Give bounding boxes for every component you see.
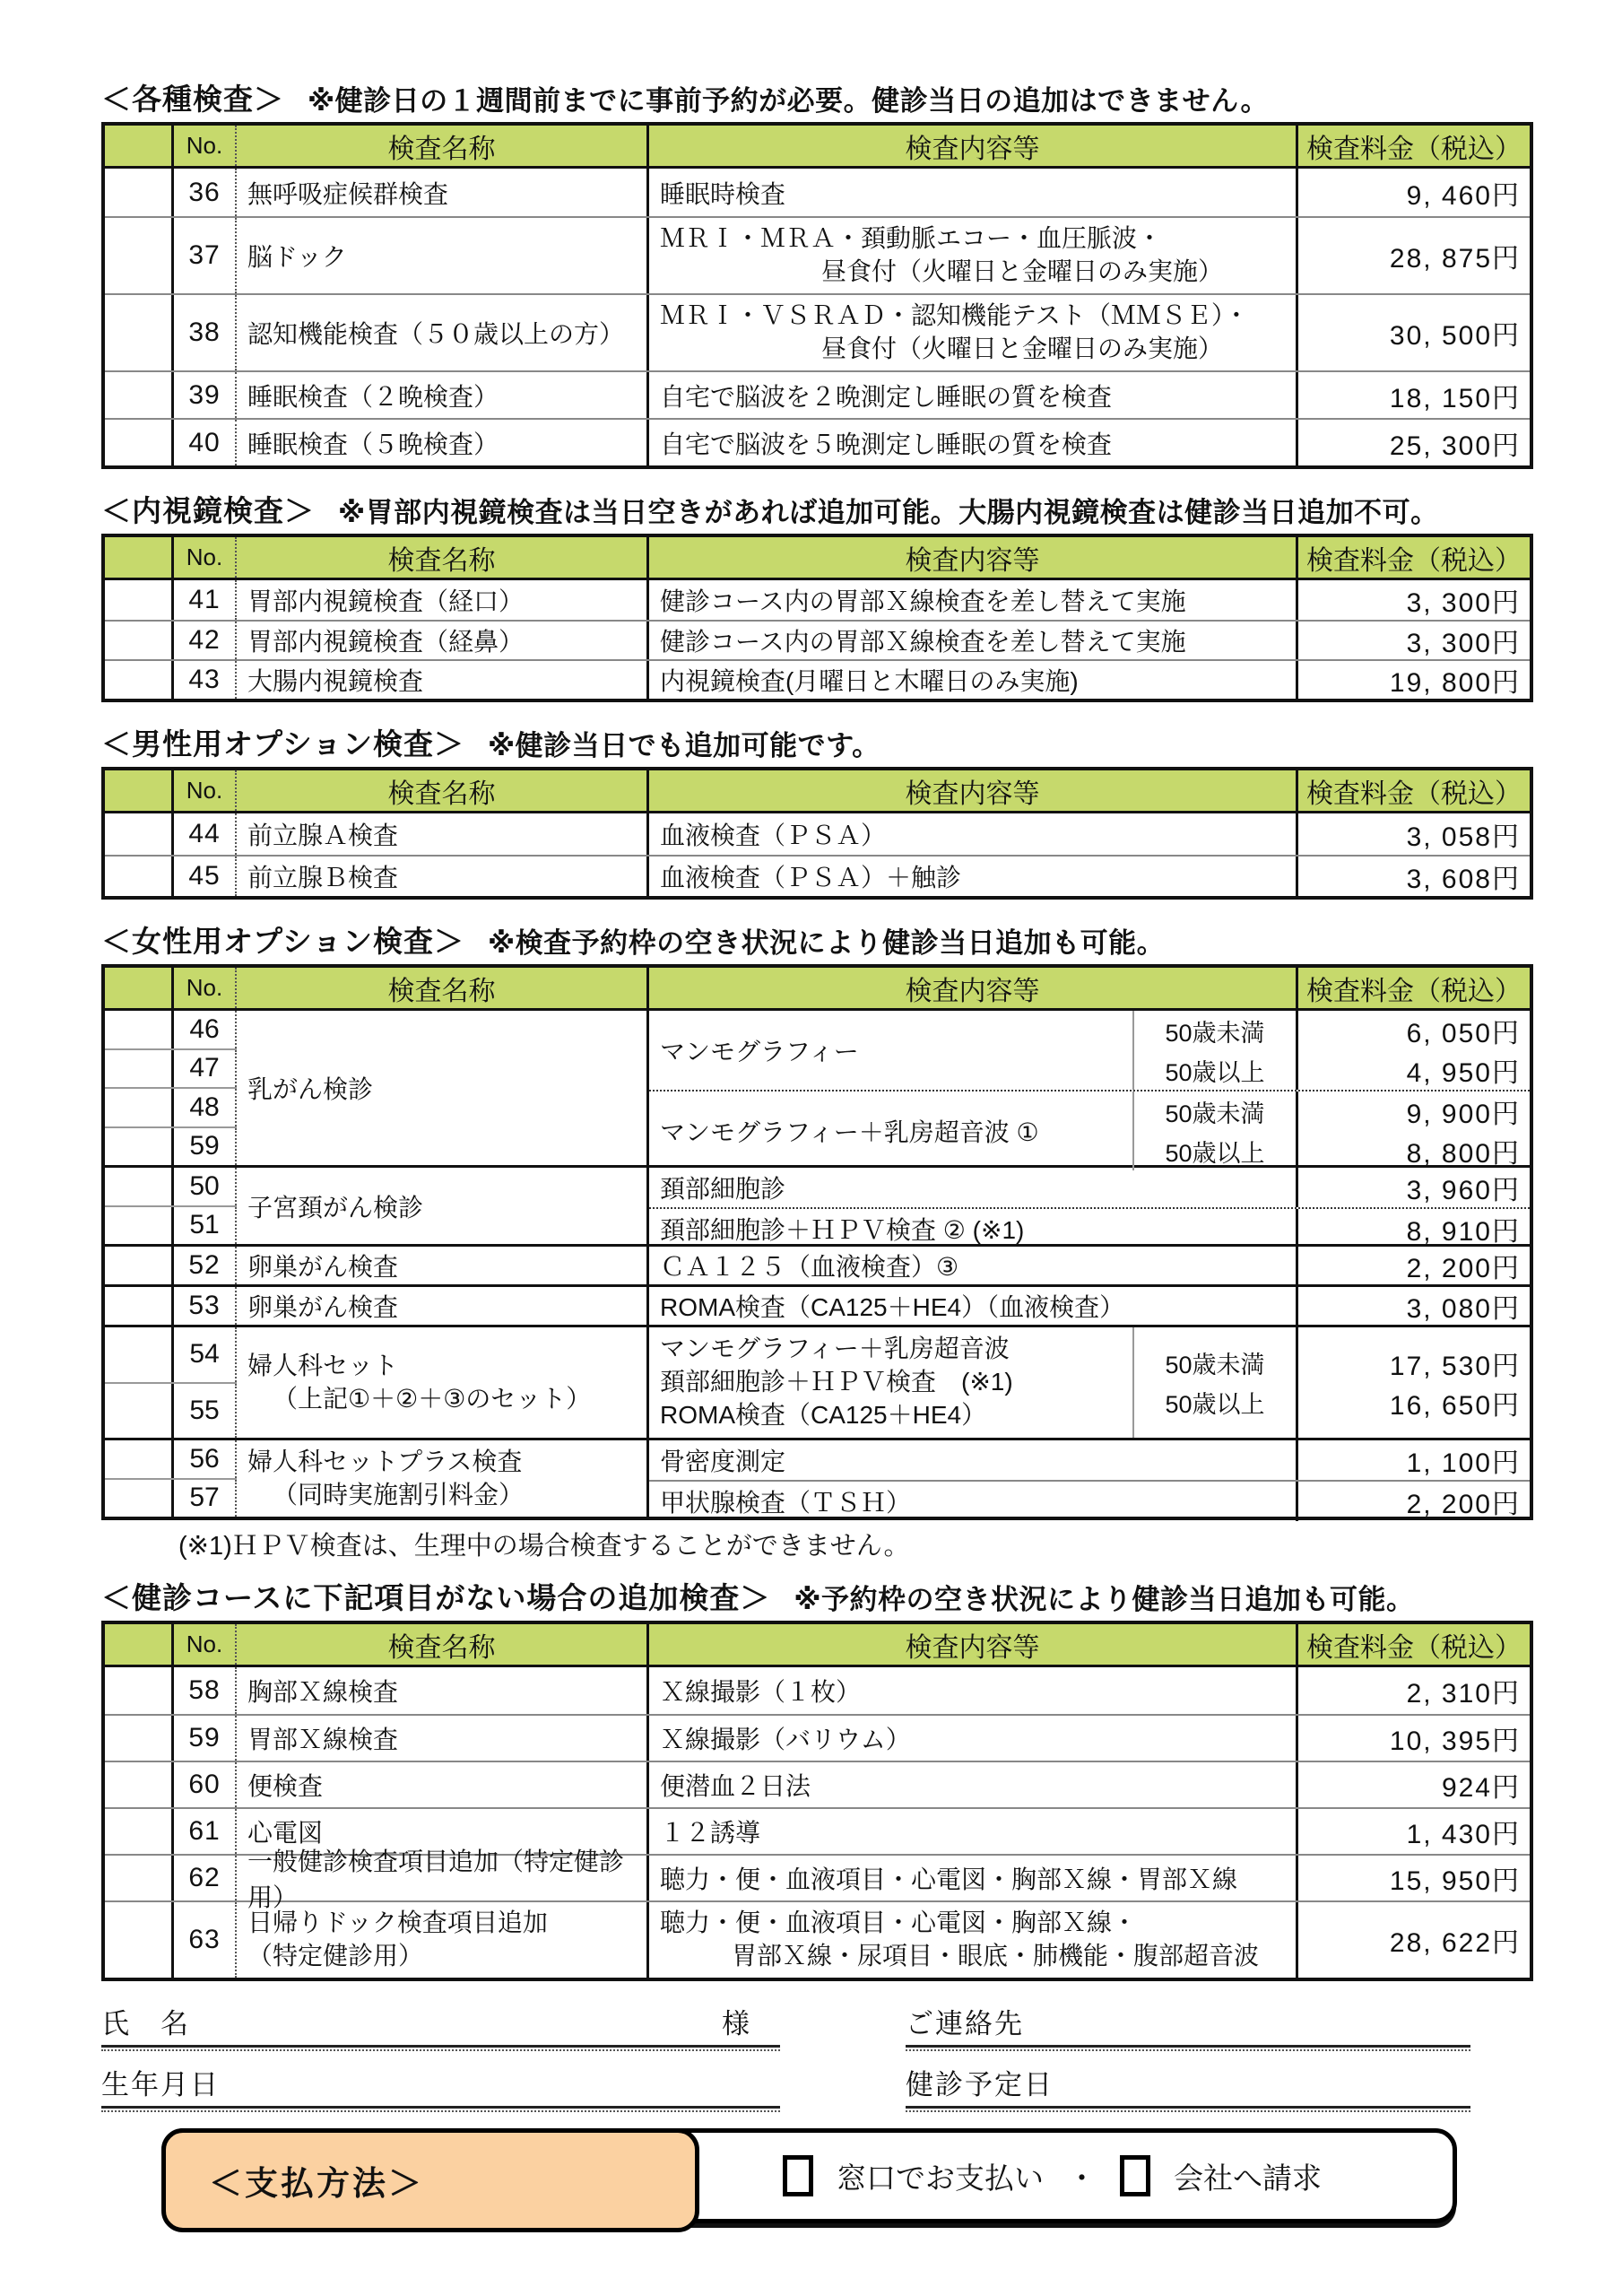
content-cell (649, 295, 1298, 370)
price-cell (1298, 1168, 1530, 1207)
check-cell[interactable] (105, 622, 174, 659)
exam-date-label: 健診予定日 (906, 2069, 1054, 2100)
section-note: ※健診当日でも追加可能です。 (488, 730, 880, 761)
name-cell: 睡眠検査（５晩検査） (237, 420, 649, 465)
option-separator: ・ (1067, 2161, 1097, 2195)
price-cell: 1, 430円 (1406, 1820, 1521, 1849)
section-note: ※健診日の１週間前までに事前予約が必要。健診当日の追加はできません。 (308, 85, 1269, 117)
check-cell[interactable] (105, 580, 174, 620)
content-column-header: 検査内容等 (649, 968, 1298, 1008)
footer-fields (101, 1997, 1533, 2109)
bill-to-company-label: 会社へ請求 (1174, 2161, 1322, 2195)
name-line: 婦人科セット (247, 1351, 399, 1379)
price-value: 6, 050円 (1406, 1019, 1521, 1048)
name-cell: 卵巣がん検査 (237, 1247, 649, 1284)
section-additional-tests (101, 1578, 1533, 1981)
no-column-header: No. (174, 770, 237, 811)
price-cell: 3, 058円 (1406, 822, 1521, 852)
no-cell: 42 (174, 622, 237, 659)
table-row (105, 216, 1530, 293)
age-cell (1134, 1091, 1298, 1170)
content-column-header: 検査内容等 (649, 1624, 1298, 1665)
price-column-header: 検査料金（税込） (1306, 1632, 1522, 1663)
no-cell: 59 (174, 1128, 237, 1166)
no-column-header: No. (174, 537, 237, 578)
content-cell: 頚部細胞診＋ＨＰＶ検査 ② (※1) (649, 1209, 1298, 1248)
check-column-header (105, 537, 174, 578)
no-cell: 52 (174, 1247, 237, 1284)
mammography-row (649, 1011, 1530, 1090)
age-cell (1134, 1011, 1298, 1090)
check-cell[interactable] (105, 857, 174, 896)
check-column-header (105, 968, 174, 1008)
check-cell[interactable] (105, 1247, 174, 1284)
payment-method-box (161, 2128, 1457, 2223)
no-column-header: No. (174, 1624, 237, 1665)
name-cell: 胃部内視鏡検査（経鼻） (237, 622, 649, 659)
name-column-header: 検査名称 (237, 537, 649, 578)
name-line: （同時実施割引料金） (273, 1480, 525, 1509)
name-cell: 心電図 (237, 1809, 649, 1854)
check-cell[interactable] (105, 1902, 174, 1978)
no-cell: 53 (174, 1287, 237, 1325)
check-cell[interactable] (105, 1856, 174, 1900)
left-columns (105, 1011, 237, 1165)
no-cell: 43 (174, 661, 237, 699)
no-cell: 37 (174, 218, 237, 293)
various-tests-table (101, 122, 1533, 469)
section-title-row (101, 491, 1533, 530)
price-cell (1298, 1011, 1530, 1090)
content-cell: ＣＡ１２５（血液検査）③ (649, 1247, 1298, 1284)
content-cell: 甲状腺検査（ＴＳＨ） (649, 1482, 1298, 1521)
cytology-row (649, 1168, 1530, 1207)
price-cell (1298, 1091, 1530, 1170)
age-label: 50歳未満 (1165, 1352, 1265, 1378)
price-cell: 9, 460円 (1406, 180, 1521, 211)
name-cell: 便検査 (237, 1762, 649, 1807)
no-cell: 60 (174, 1762, 237, 1807)
section-male-options (101, 724, 1533, 900)
no-row (105, 1087, 237, 1126)
check-cell[interactable] (105, 1327, 174, 1382)
name-column-header: 検査名称 (237, 126, 649, 166)
table-row (105, 1284, 1530, 1325)
name-cell: 前立腺Ａ検査 (237, 813, 649, 855)
no-cell: 47 (174, 1050, 237, 1088)
payment-options (783, 2133, 1322, 2219)
table-row (105, 1714, 1530, 1761)
no-cell: 46 (174, 1011, 237, 1048)
age-cell (1134, 1327, 1298, 1438)
price-cell: 19, 800円 (1389, 668, 1521, 698)
no-cell: 36 (174, 169, 237, 216)
content-line: マンモグラフィー＋乳房超音波 (660, 1335, 1010, 1363)
table-row (105, 293, 1530, 370)
no-row (105, 1440, 237, 1478)
age-label: 50歳以上 (1165, 1139, 1265, 1167)
age-label: 50歳以上 (1165, 1058, 1265, 1086)
content-cell: 聴力・便・血液項目・心電図・胸部Ｘ線・胃部Ｘ線 (649, 1856, 1298, 1900)
check-cell[interactable] (105, 420, 174, 465)
no-row (105, 1011, 237, 1048)
name-cell: 脳ドック (237, 218, 649, 293)
no-column-header: No. (174, 126, 237, 166)
left-columns (105, 1327, 237, 1438)
section-female-options (101, 921, 1533, 1561)
section-note: ※検査予約枠の空き状況により健診当日追加も可能。 (488, 927, 1166, 959)
no-cell: 63 (174, 1902, 237, 1978)
content-cell: １２誘導 (649, 1809, 1298, 1854)
check-cell[interactable] (105, 1480, 174, 1518)
check-cell[interactable] (105, 1287, 174, 1325)
section-title-row (101, 1578, 1533, 1617)
no-cell: 50 (174, 1168, 237, 1205)
name-cell: 胃部内視鏡検査（経口） (237, 580, 649, 620)
no-row (105, 1478, 237, 1518)
price-value: 1, 100円 (1406, 1448, 1521, 1478)
no-cell: 54 (174, 1327, 237, 1382)
female-options-table (101, 964, 1533, 1520)
age-label: 50歳未満 (1165, 1100, 1265, 1127)
name-cell: 胃部Ｘ線検査 (237, 1716, 649, 1761)
content-cell: 血液検査（ＰＳＡ） (649, 813, 1298, 855)
check-cell[interactable] (105, 295, 174, 370)
table-row (105, 580, 1530, 620)
left-columns (105, 1440, 237, 1517)
section-various-tests (101, 79, 1533, 469)
price-column-header: 検査料金（税込） (1306, 134, 1522, 164)
payment-method-title: ＜支払方法＞ (161, 2128, 699, 2232)
section-endoscopy (101, 491, 1533, 702)
content-cell: 血液検査（ＰＳＡ）＋触診 (649, 857, 1298, 896)
name-cell: 認知機能検査（５０歳以上の方） (237, 295, 649, 370)
price-cell (1298, 1440, 1530, 1480)
no-cell: 45 (174, 857, 237, 896)
table-row (105, 1761, 1530, 1807)
sama-suffix: 様 (722, 2008, 750, 2039)
table-header-row (105, 537, 1530, 580)
content-cell (649, 1327, 1134, 1438)
check-cell[interactable] (105, 813, 174, 855)
no-cell: 48 (174, 1089, 237, 1126)
table-row (105, 659, 1530, 699)
table-header-row (105, 968, 1530, 1011)
name-cell: 一般健診検査項目追加（特定健診用） (237, 1856, 649, 1900)
name-cell: 無呼吸症候群検査 (237, 169, 649, 216)
table-row (105, 418, 1530, 465)
content-cell: マンモグラフィー (649, 1011, 1134, 1090)
content-line: ＭＲＩ・ＶＳＲＡＤ・認知機能テスト（ＭＭＳＥ）・ (660, 301, 1249, 330)
no-row (105, 1205, 237, 1245)
bone-density-row (649, 1440, 1530, 1480)
content-block (649, 1327, 1530, 1438)
exam-date-field[interactable] (906, 2058, 1470, 2109)
no-cell: 56 (174, 1440, 237, 1478)
group-breast-cancer (105, 1011, 1530, 1169)
check-cell[interactable] (105, 1089, 174, 1126)
check-cell[interactable] (105, 1762, 174, 1807)
content-cell: Ｘ線撮影（バリウム） (649, 1716, 1298, 1761)
content-cell (649, 218, 1298, 293)
additional-tests-table (101, 1621, 1533, 1981)
check-cell[interactable] (105, 1809, 174, 1854)
table-row (105, 855, 1530, 896)
content-line: 聴力・便・血液項目・心電図・胸部Ｘ線・ (660, 1909, 1138, 1937)
left-columns (105, 1168, 237, 1244)
name-line: （特定健診用） (247, 1942, 424, 1970)
name-column-header: 検査名称 (237, 770, 649, 811)
hpv-footnote: (※1)ＨＰＶ検査は、生理中の場合検査することができません。 (178, 1532, 910, 1561)
price-cell: 18, 150円 (1389, 383, 1521, 413)
no-column-header: No. (174, 968, 237, 1008)
price-column-header: 検査料金（税込） (1306, 778, 1522, 809)
table-row (105, 1848, 1530, 1911)
mammography-echo-row (649, 1090, 1530, 1170)
price-cell: 3, 080円 (1406, 1294, 1521, 1324)
cytology-hpv-row (649, 1207, 1530, 1248)
price-value: 8, 910円 (1406, 1217, 1521, 1247)
section-title: ＜内視鏡検査＞ (101, 494, 315, 527)
name-column-header: 検査名称 (237, 1624, 649, 1665)
price-value: 2, 200円 (1406, 1490, 1521, 1519)
name-cell (237, 1327, 649, 1438)
no-cell: 55 (174, 1384, 237, 1439)
check-cell[interactable] (105, 1207, 174, 1245)
price-value: 16, 650円 (1389, 1390, 1521, 1421)
content-line: ROMA検査（CA125＋HE4） (660, 1400, 987, 1429)
check-column-header (105, 1624, 174, 1665)
no-cell: 59 (174, 1716, 237, 1761)
contact-label: ご連絡先 (906, 2008, 1024, 2039)
check-cell[interactable] (105, 1128, 174, 1166)
no-cell: 44 (174, 813, 237, 855)
no-row (105, 1048, 237, 1088)
content-cell: 内視鏡検査(月曜日と木曜日のみ実施) (649, 661, 1298, 699)
name-cell: 睡眠検査（２晩検査） (237, 372, 649, 418)
content-line: 胃部Ｘ線・尿項目・眼底・肺機能・腹部超音波 (732, 1942, 1260, 1970)
name-cell: 乳がん検診 (237, 1011, 649, 1165)
content-cell: 健診コース内の胃部Ｘ線検査を差し替えて実施 (649, 580, 1298, 620)
content-column-header: 検査内容等 (649, 770, 1298, 811)
price-cell: 25, 300円 (1389, 430, 1521, 461)
table-row (105, 1244, 1530, 1284)
birthdate-label: 生年月日 (101, 2069, 220, 2100)
content-cell: 自宅で脳波を５晩測定し睡眠の質を検査 (649, 420, 1298, 465)
no-row (105, 1327, 237, 1382)
section-title: ＜男性用オプション検査＞ (101, 727, 465, 761)
group-gynecology-set (105, 1325, 1530, 1438)
group-gynecology-set-plus (105, 1438, 1530, 1517)
name-cell: 子宮頚がん検診 (237, 1168, 649, 1244)
content-line: 頚部細胞診＋ＨＰＶ検査 (※1) (660, 1368, 1013, 1396)
name-cell: 胸部Ｘ線検査 (237, 1667, 649, 1714)
content-column-header: 検査内容等 (649, 126, 1298, 166)
field-row (101, 2058, 1533, 2109)
section-title: ＜各種検査＞ (101, 83, 284, 116)
table-header-row (105, 770, 1530, 813)
no-cell: 57 (174, 1480, 237, 1518)
name-line: 婦人科セットプラス検査 (247, 1447, 523, 1475)
section-title: ＜女性用オプション検査＞ (101, 925, 465, 958)
name-cell: 前立腺Ｂ検査 (237, 857, 649, 896)
check-column-header (105, 770, 174, 811)
content-block (649, 1440, 1530, 1517)
no-cell: 38 (174, 295, 237, 370)
table-row (105, 370, 1530, 418)
content-line: 昼食付（火曜日と金曜日のみ実施） (821, 257, 1224, 285)
section-title: ＜健診コースに下記項目がない場合の追加検査＞ (101, 1581, 771, 1614)
age-label: 50歳以上 (1165, 1391, 1265, 1418)
section-note: ※予約枠の空き状況により健診当日追加も可能。 (794, 1584, 1415, 1615)
no-cell: 39 (174, 372, 237, 418)
price-value: 4, 950円 (1406, 1058, 1521, 1088)
group-cervical-cancer (105, 1165, 1530, 1247)
no-row (105, 1126, 237, 1166)
name-line: （上記①＋②＋③のセット） (273, 1384, 592, 1413)
check-cell[interactable] (105, 661, 174, 699)
check-cell[interactable] (105, 1384, 174, 1439)
price-column-header: 検査料金（税込） (1306, 545, 1522, 576)
table-row (105, 169, 1530, 216)
price-cell: 15, 950円 (1389, 1866, 1521, 1896)
price-cell (1298, 1327, 1530, 1438)
name-label: 氏 名 (101, 2008, 190, 2039)
content-line: 昼食付（火曜日と金曜日のみ実施） (821, 335, 1224, 362)
price-cell: 10, 395円 (1389, 1726, 1521, 1756)
name-cell: 卵巣がん検査 (237, 1287, 649, 1325)
price-cell: 30, 500円 (1389, 321, 1521, 351)
content-cell: 骨密度測定 (649, 1440, 1298, 1480)
name-cell: 大腸内視鏡検査 (237, 661, 649, 699)
check-cell[interactable] (105, 372, 174, 418)
check-cell[interactable] (105, 1050, 174, 1088)
price-value: 9, 900円 (1406, 1100, 1521, 1129)
price-cell: 28, 622円 (1389, 1928, 1521, 1958)
check-cell[interactable] (105, 218, 174, 293)
no-row (105, 1168, 237, 1205)
no-row (105, 1382, 237, 1439)
price-cell: 924円 (1441, 1773, 1521, 1803)
endoscopy-table (101, 534, 1533, 702)
price-cell (1298, 1482, 1530, 1521)
section-note: ※胃部内視鏡検査は当日空きがあれば追加可能。大腸内視鏡検査は健診当日追加不可。 (338, 497, 1439, 528)
check-cell[interactable] (105, 1440, 174, 1478)
table-header-row (105, 1624, 1530, 1667)
content-block (649, 1168, 1530, 1247)
content-cell: 頚部細胞診 (649, 1168, 1298, 1207)
set-content-row (649, 1327, 1530, 1438)
name-column-header: 検査名称 (237, 968, 649, 1008)
content-cell: 自宅で脳波を２晩測定し睡眠の質を検査 (649, 372, 1298, 418)
check-cell[interactable] (105, 1011, 174, 1048)
thyroid-row (649, 1480, 1530, 1521)
no-cell: 51 (174, 1207, 237, 1245)
table-header-row (105, 126, 1530, 169)
check-cell[interactable] (105, 169, 174, 216)
content-cell: 便潜血２日法 (649, 1762, 1298, 1807)
content-block (649, 1011, 1530, 1169)
price-value: 17, 530円 (1389, 1351, 1521, 1381)
birthdate-field[interactable] (101, 2058, 780, 2109)
age-label: 50歳未満 (1165, 1019, 1265, 1047)
content-cell: マンモグラフィー＋乳房超音波 ① (649, 1091, 1134, 1170)
table-row (105, 1900, 1530, 1978)
content-cell: 睡眠時検査 (649, 169, 1298, 216)
section-title-row (101, 79, 1533, 118)
check-cell[interactable] (105, 1716, 174, 1761)
content-cell: ROMA検査（CA125＋HE4）（血液検査） (649, 1287, 1298, 1325)
no-cell: 62 (174, 1856, 237, 1900)
no-cell: 41 (174, 580, 237, 620)
name-field[interactable] (101, 1997, 780, 2048)
section-title-row (101, 724, 1533, 763)
price-cell: 3, 300円 (1406, 588, 1521, 618)
name-cell (237, 1440, 649, 1517)
table-row (105, 813, 1530, 855)
price-cell: 28, 875円 (1389, 244, 1521, 274)
price-column-header: 検査料金（税込） (1306, 976, 1522, 1006)
price-value: 8, 800円 (1406, 1139, 1521, 1169)
price-value: 3, 960円 (1406, 1176, 1521, 1205)
no-cell: 40 (174, 420, 237, 465)
price-cell: 3, 300円 (1406, 629, 1521, 658)
field-row (101, 1997, 1533, 2048)
check-column-header (105, 126, 174, 166)
content-cell: Ｘ線撮影（１枚） (649, 1667, 1298, 1714)
pay-at-counter-label: 窓口でお支払い (837, 2161, 1044, 2195)
check-cell[interactable] (105, 1667, 174, 1714)
no-cell: 58 (174, 1667, 237, 1714)
price-cell: 2, 310円 (1406, 1679, 1521, 1709)
section-title-row (101, 921, 1533, 961)
name-line: 日帰りドック検査項目追加 (247, 1909, 548, 1937)
content-cell: 健診コース内の胃部Ｘ線検査を差し替えて実施 (649, 622, 1298, 659)
content-cell (649, 1902, 1298, 1978)
no-cell: 61 (174, 1809, 237, 1854)
male-options-table (101, 767, 1533, 900)
price-cell: 2, 200円 (1406, 1254, 1521, 1283)
pay-at-counter-checkbox[interactable] (783, 2155, 813, 2196)
table-row (105, 1667, 1530, 1714)
price-cell (1298, 1209, 1530, 1248)
table-row (105, 620, 1530, 659)
price-cell: 3, 608円 (1406, 865, 1521, 894)
contact-field[interactable] (906, 1997, 1470, 2048)
bill-to-company-checkbox[interactable] (1120, 2155, 1150, 2196)
check-cell[interactable] (105, 1168, 174, 1205)
content-line: ＭＲＩ・ＭＲＡ・頚動脈エコー・血圧脈波・ (660, 224, 1163, 253)
content-column-header: 検査内容等 (649, 537, 1298, 578)
name-cell (237, 1902, 649, 1978)
